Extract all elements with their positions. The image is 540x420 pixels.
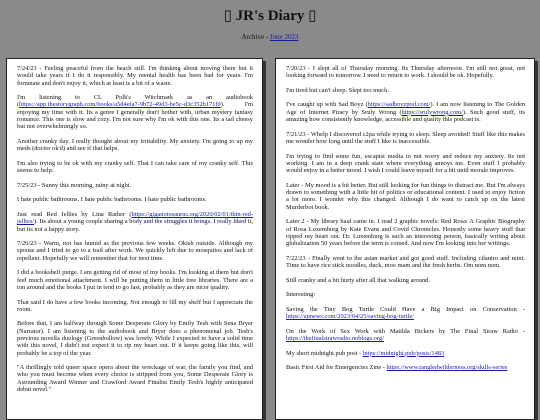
entry-paragraph: I'm tired but can't sleep. Slept too much.	[286, 86, 389, 94]
entry-paragraph: Later - My mood is a bit better. But still looking for fun things to distract me. But I'm always drawn to something with a little bit of politics or educational content. I used to enjoy fiction a lot more. I wonder why this changed. Although I do want to catch up on the latest Murderbot book.	[286, 181, 525, 211]
midnight-pub-link[interactable]: https://midnight.pub/posts/1483	[362, 349, 445, 357]
diary-column-left	[6, 58, 263, 420]
entry-paragraph: Before that, I am halfway through Some Desperate Glory by Emily Tesh with Sena Bryer (Narrator). I am listening to the audiobook and Bryer does a phenomenal job. Tesh's previous novella duology (Greenhollow) was lovely. While I expected to have a solid time with this novel, I didn't not expect it to rip my heart out. If it keeps going like this, will probably be a top of the year.	[17, 320, 253, 357]
entry-text: I'm listening to CL Polk's Witchmark as an audiobook (	[17, 94, 253, 109]
entry-paragraph: I did a bookshelf purge. I am getting rid of most of my books. I'm looking at them but don't feel much emotional attachment. I will be putting them in little free libraries. There are a ton around and the books I put in tend to go fast, probably as they are nicer quality.	[17, 269, 253, 291]
apnews-link[interactable]: https://apnews.com/2023/04/25/saving-bog-turtle/	[286, 313, 414, 321]
finalstraw-link[interactable]: https://thefinalstrawradio.noblogs.org/	[286, 334, 384, 342]
entry-paragraph	[286, 350, 525, 357]
red-jellies-link[interactable]: https://giganotosaurus.org/2020/02/01/thin-red-jellies/	[17, 210, 253, 226]
srulywrong-link[interactable]: https://srulywrong.com/	[401, 108, 463, 116]
entry-paragraph	[17, 94, 253, 130]
entry-quote: "A thrillingly told queer space opera about the wreckage of war, the family you find, and who you must become when every choice is stripped from you, Some Desperate Glory is Astounding Award Winner and Crawford Award Finalist Emily Tesh's highly anticipated debut novel."	[17, 364, 253, 394]
entry-text: ). I'm enjoying my time with it. Its a genre I generally don't bother with, urban mystery fantasy romance. This one is slow and cozy. I'm not sure why I'm ok with this one. Its a tad cheesy but not overwhelmingly so.	[17, 101, 253, 131]
entry-paragraph: I'm trying to find some fun, escapist media to not worry and reduce my anxiety. Its not working. I am in a deep crank state where everything annoys me. Even stuff I probably would enjoy in a better mood. I wish I could leave myself for a bit until morale improves.	[286, 152, 525, 175]
entry-paragraph: I hate public bathrooms. I hate public bathrooms. I hate public bathrooms.	[17, 196, 207, 204]
archive-link-june-2023[interactable]: June 2023	[269, 33, 299, 41]
entry-paragraph	[286, 328, 525, 343]
entry-paragraph: 7/22/23 - Finally went to the asian market and got good stuff. Including cilantro and mint. Time to have rice stick noodles, duck, moo mam and the fresh herbs. Om nom nom.	[286, 254, 525, 270]
entry-paragraph: 7/21/23 - Whelp I discovered c2pa while trying to sleep. Sleep avoided! Stuff like this makes me wonder how long until the stuff I like is inaccessible.	[286, 130, 525, 145]
entry-paragraph	[286, 101, 525, 123]
entry-paragraph: 7/24/23 - Feeling peaceful from the beach still. I'm thinking about moving there but it would take years if I do it responsibly. My mental health has been bad for years. I'm fortunate and don't enjoy it, which at least is a bit of a waste.	[17, 65, 253, 87]
entry-text: I've caught up with Sad Boyz (	[286, 101, 368, 109]
page-header	[0, 0, 540, 54]
entry-text: Just read Red Jellies by Lina Rather (	[17, 210, 132, 218]
entry-text: Saving the Tiny Bog Turtle Could Have a Big Impact on Conservation -	[286, 305, 525, 313]
entry-paragraph: 7/26/23 - Warm, not has humid as the previous few weeks. Okish outside. Although my spouse and I tried to go to a trail after work. We quickly left due to mosquitos and lack of repellent. Hopefully we will remember that for next time.	[17, 240, 253, 262]
entry-paragraph: Later 2 - My library haul came in. I read 2 graphic novels: Red Rosa: A Graphic Biography of Rosa Luxemburg by Kate Evans and Covid Chronicles. Honestly some heavy stuff that ripped my heart out. Dr. Luxemburg is such an interesting person, basically writing about globalization 50 years before the term is coined. And now I'm looking into her writings.	[286, 218, 525, 248]
storygraph-link[interactable]: https://app.thestorygraph.com/books/a5d4efa7-9b72-49d3-be5c-d3c352b171f0	[19, 101, 221, 109]
entry-text: On the Work of Sex Work with Matilda Bickers by The Final Straw Radio -	[286, 327, 525, 335]
entry-paragraph	[286, 306, 525, 321]
entry-text: ). Such good stuff, its amazing how consistently knowledge, accessible and quality this podcast is.	[286, 108, 525, 124]
entry-paragraph: 7/20/23 - I slept all of Thursday morning. Its Thursday afternoon. I'm still not great, not looking forward to tomorrow. I need to return to work. I should be ok. Hopefully.	[286, 65, 525, 80]
archive-nav	[0, 33, 540, 41]
entry-paragraph: Another cranky day. I really thought about my irritability. My anxiety. I'm going to up my meds (doctor ok'd) and see if that helps.	[17, 137, 253, 153]
entry-paragraph: That said I do have a few books incoming. Not enough to fill my shelf but I appreciate the room.	[17, 298, 253, 313]
archive-label: Archive -	[241, 33, 270, 41]
entry-paragraph: I'm also trying to be ok with my cranky self. That I can take care of my cranky self. This seems to help.	[17, 159, 253, 175]
diary-column-right	[275, 58, 535, 420]
entry-paragraph: Interesting:	[286, 291, 316, 299]
entry-paragraph	[17, 211, 253, 233]
entry-text: Basic First Aid for Emergencies Zine -	[286, 364, 387, 372]
entry-paragraph	[286, 364, 525, 371]
entry-text: My short midnight.pub post -	[286, 349, 363, 357]
entry-text: ). I am now listening to The Golden Age of Internet Piracy by Sruly Wrong (	[286, 101, 526, 116]
entry-paragraph: 7/25/23 - Sunny this morning, rainy at night.	[17, 181, 132, 189]
page-title: ▯ JR's Diary ▯	[223, 8, 317, 24]
sadboyz-link[interactable]: https://sadboyzpod.com/	[367, 101, 431, 109]
entry-text: ). Its about a young couple sharing a body and the struggles it brings. I really liked it, but its not a happy story.	[17, 218, 253, 233]
entry-paragraph: Still cranky and a bit hurty after all that walking around.	[286, 276, 430, 284]
tangled-wilderness-link[interactable]: https://www.tangledwilderness.org/skills-series	[386, 364, 508, 372]
